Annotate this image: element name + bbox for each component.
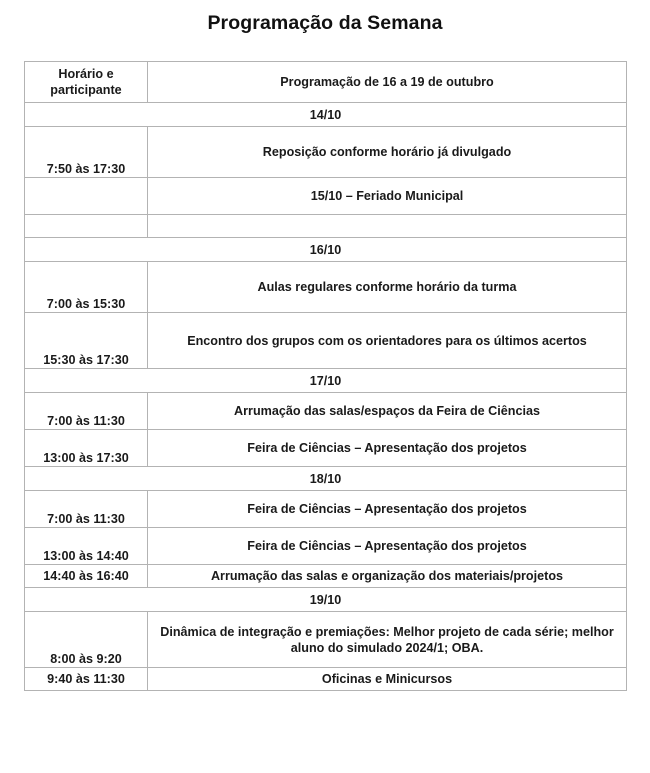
date-band-row [25,588,627,612]
schedule-table-container [24,61,626,691]
row-time: 13:00 às 14:40 [25,528,148,565]
row-time [25,178,148,215]
row-activity: Feira de Ciências – Apresentação dos projetos [148,528,627,565]
table-row [25,528,627,565]
date-band-label: 16/10 [25,238,627,262]
row-activity: Arrumação das salas/espaços da Feira de Ciências [148,393,627,430]
date-band-row [25,467,627,491]
holiday-label: 15/10 – Feriado Municipal [148,178,627,215]
page-title: Programação da Semana [207,12,443,34]
table-row [25,313,627,369]
row-activity: Aulas regulares conforme horário da turma [148,262,627,313]
row-time: 7:00 às 11:30 [25,491,148,528]
row-time: 8:00 às 9:20 [25,612,148,668]
table-row [25,393,627,430]
blank-cell-activity [148,215,627,238]
row-time: 7:50 às 17:30 [25,127,148,178]
table-row [25,668,627,691]
date-band-label: 18/10 [25,467,627,491]
row-activity: Reposição conforme horário já divulgado [148,127,627,178]
date-band-row [25,103,627,127]
table-row [25,127,627,178]
column-header-time: Horário e participante [25,62,148,103]
table-row-holiday [25,178,627,215]
schedule-table [24,61,627,691]
row-activity: Feira de Ciências – Apresentação dos projetos [148,430,627,467]
date-band-row [25,238,627,262]
column-header-activity: Programação de 16 a 19 de outubro [148,62,627,103]
row-activity: Dinâmica de integração e premiações: Melhor projeto de cada série; melhor aluno do simulado 2024/1; OBA. [148,612,627,668]
row-activity: Encontro dos grupos com os orientadores para os últimos acertos [148,313,627,369]
table-row [25,491,627,528]
table-row [25,612,627,668]
blank-cell-time [25,215,148,238]
row-time: 7:00 às 11:30 [25,393,148,430]
date-band-label: 17/10 [25,369,627,393]
date-band-label: 14/10 [25,103,627,127]
table-row [25,430,627,467]
row-activity: Arrumação das salas e organização dos materiais/projetos [148,565,627,588]
table-header-row [25,62,627,103]
table-row-blank [25,215,627,238]
row-activity: Feira de Ciências – Apresentação dos projetos [148,491,627,528]
schedule-table-body [25,62,627,691]
table-row [25,262,627,313]
date-band-label: 19/10 [25,588,627,612]
row-time: 13:00 às 17:30 [25,430,148,467]
table-row [25,565,627,588]
row-time: 9:40 às 11:30 [25,668,148,691]
row-activity: Oficinas e Minicursos [148,668,627,691]
row-time: 14:40 às 16:40 [25,565,148,588]
row-time: 7:00 às 15:30 [25,262,148,313]
date-band-row [25,369,627,393]
row-time: 15:30 às 17:30 [25,313,148,369]
